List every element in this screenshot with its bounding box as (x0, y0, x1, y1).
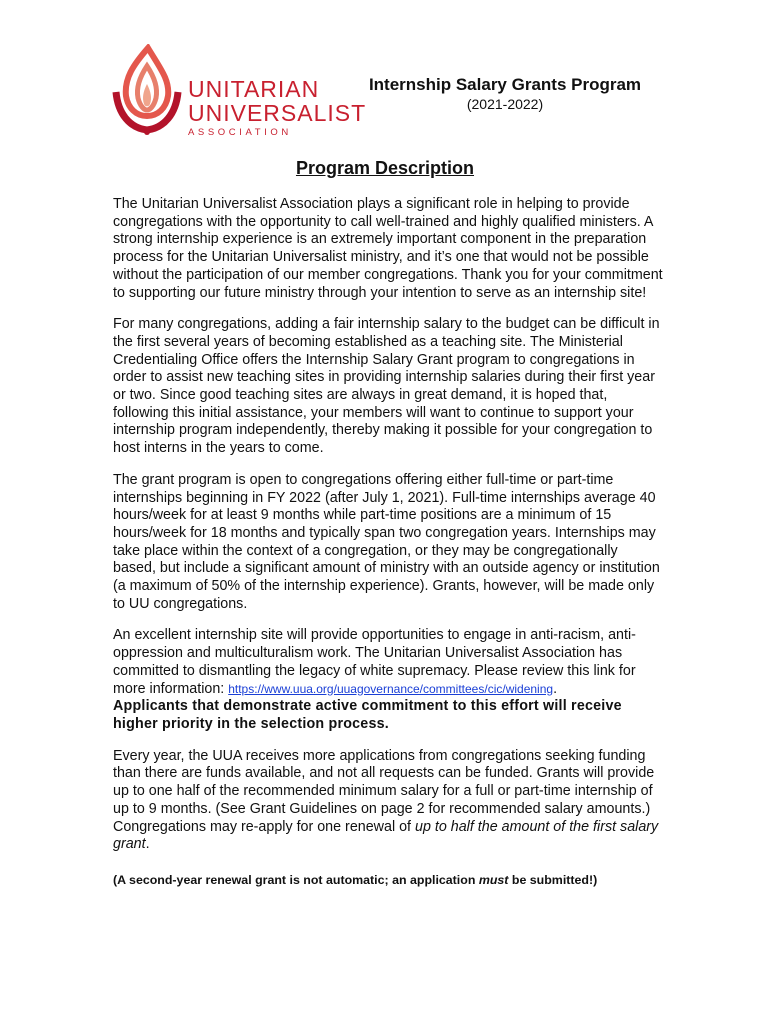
section-title: Program Description (295, 158, 475, 178)
priority-statement: Applicants that demonstrate active commitment to this effort will receive higher priority in the selection process. (113, 698, 622, 732)
funding-period: . (145, 836, 150, 853)
logo-word-universalist: UNIVERSALIST (188, 100, 367, 126)
paragraph-eligibility: The grant program is open to congregations offering either full-time or part-time internships beginning in FY 2022 (after July 1, 2021). Full-time internships average 40 hours/week for at least 9 months while part-time positions are a minimum of 15 hours/week for 18 months and typically span two congregation years. Internships may take place within the context of a congregation, or they may be congregationally based, but include a significant amount of ministry with an outside agency or institution (a maximum of 50% of the internship experience). Grants, however, will be made only to UU congregations. (113, 471, 660, 612)
logo-word-association: ASSOCIATION (188, 127, 292, 138)
funding-text: Every year, the UUA receives more applications from congregations seeking funding than there are funds available, and not all requests can be funded. Grants will provide up to one half of the recommended minimum salary for a full or part-time internship of up to 9 months. (See Grant Guidelines on page 2 for recommended salary amounts.) Congregations may re-apply for one renewal of (113, 747, 655, 835)
uua-logo (110, 44, 367, 140)
paragraph-salary-budget: For many congregations, adding a fair internship salary to the budget can be difficult in the first several years of becoming established as a teaching site. The Ministerial Credentialing Office offers the Internship Salary Grant program to congregations in order to assist new teaching sites in providing internship salaries during their first year or two. Since good teaching sites are always in great demand, it is hoped that, following this initial assistance, your members will want to continue to support your internship program independently, thereby making it possible for your congregation to host interns in the years to come. (113, 316, 660, 457)
program-title: Internship Salary Grants Program (368, 75, 642, 94)
paragraph-funding (113, 748, 663, 854)
anti-racism-text: An excellent internship site will provide opportunities to engage in anti-racism, anti-oppression and multiculturalism work. The Unitarian Universalist Association has committed to dismantling the legacy of white supremacy. Please review this link for more information: (113, 627, 636, 697)
renewal-note-b: be submitted!) (508, 872, 598, 887)
flaming-chalice-icon (110, 44, 184, 140)
widening-link[interactable]: https://www.uua.org/uuagovernance/committees/cic/widening (228, 681, 554, 696)
program-year: (2021-2022) (466, 96, 544, 112)
renewal-note (113, 872, 663, 890)
document-body (113, 196, 663, 904)
paragraph-intro: The Unitarian Universalist Association plays a significant role in helping to provide congregations with the opportunity to call well-trained and highly qualified ministers. A strong internship experience is an extremely important component in the preparation process for the Unitarian Universalist ministry, and it’s one that would not be possible without the participation of our member congregations. Thank you for your commitment to supporting our future ministry through your intention to serve as an internship site! (113, 196, 663, 301)
renewal-note-a: (A second-year renewal grant is not automatic; an application (113, 872, 479, 887)
funding-italic: up to half the amount of the first salary grant (113, 818, 659, 853)
anti-racism-period: . (553, 680, 558, 697)
paragraph-anti-racism (113, 627, 663, 733)
logo-word-unitarian: UNITARIAN (188, 76, 320, 102)
renewal-note-must: must (478, 872, 509, 887)
